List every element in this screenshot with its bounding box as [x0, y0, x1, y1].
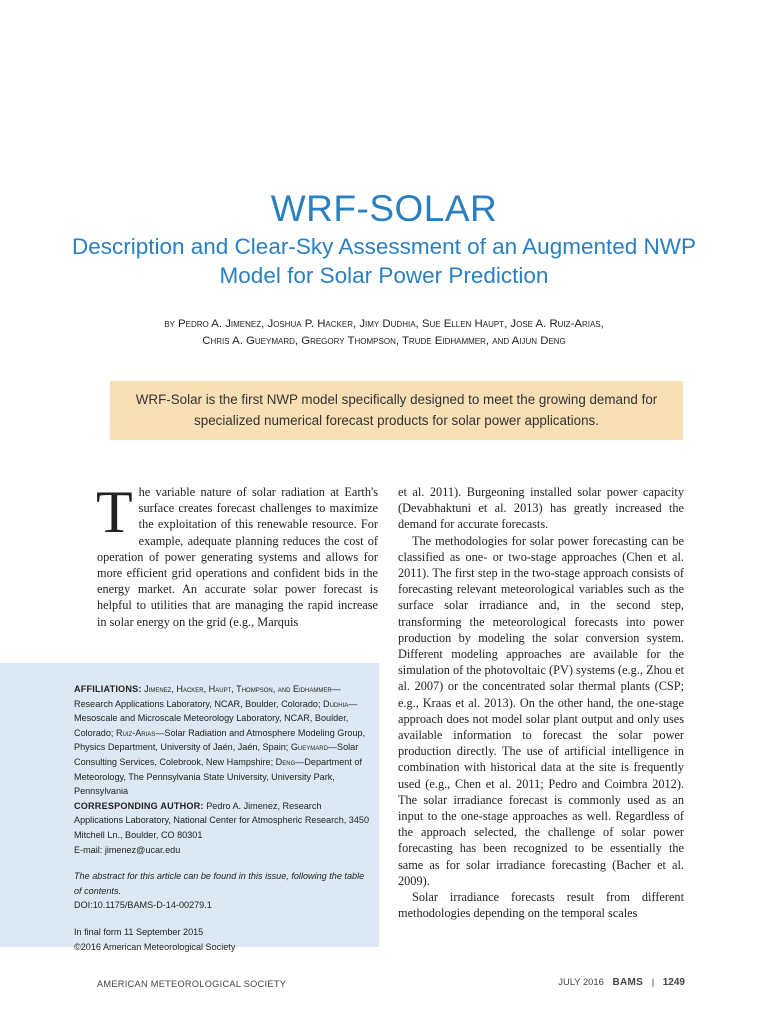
affiliations-block [74, 682, 372, 954]
footer-journal: BAMS [612, 977, 644, 988]
footer-society: AMERICAN METEOROLOGICAL SOCIETY [97, 979, 287, 989]
footer-page-number: 1249 [662, 977, 685, 988]
affiliations-label: AFFILIATIONS: [74, 684, 142, 694]
affil-names-ncar-ral: Jimenez, Hacker, Haupt, Thompson, and Eidhammer [144, 684, 332, 694]
callout-text: WRF-Solar is the first NWP model specifically designed to meet the growing demand for specialized numerical forecast products for solar power applications. [135, 392, 658, 428]
footer-page-info [558, 976, 685, 988]
affil-name-gueymard: Gueymard [290, 742, 328, 753]
affil-text-psu: —Department of Meteorology, The Pennsylvania State University, University Park, Pennsylvania [74, 756, 362, 797]
copyright-line: ©2016 American Meteorological Society [74, 941, 236, 952]
author-line-2: Chris A. Gueymard, Gregory Thompson, Trude Eidhammer, and Aijun Deng [202, 335, 566, 347]
paragraph-irradiance: Solar irradiance forecasts result from different methodologies depending on the temporal scales [398, 890, 684, 921]
footer-date: JULY 2016 [558, 976, 604, 987]
affil-text-ncar-ral: —Research Applications Laboratory, NCAR, Boulder, Colorado; [74, 684, 341, 709]
email-line: E-mail: jimenez@ucar.edu [74, 844, 181, 855]
article-subtitle: Description and Clear-Sky Assessment of an Augmented NWP Model for Solar Power Prediction [71, 234, 697, 288]
abstract-note: The abstract for this article can be found in this issue, following the table of contents. [74, 871, 365, 896]
summary-callout [110, 381, 683, 440]
doi-line: DOI:10.1175/BAMS-D-14-00279.1 [74, 900, 212, 911]
author-line-1: by Pedro A. Jimenez, Joshua P. Hacker, Jimy Dudhia, Sue Ellen Haupt, Jose A. Ruiz-Arias, [164, 318, 604, 330]
affil-name-deng: Deng [275, 756, 296, 767]
paragraph-continued: et al. 2011). Burgeoning installed solar power capacity (Devabhaktuni et al. 2013) has greatly increased the demand for accurate forecasts. [398, 485, 684, 532]
affil-name-ruiz-arias: Ruiz-Arias [115, 727, 156, 738]
affil-text-jaen: —Solar Radiation and Atmosphere Modeling Group, Physics Department, University of Jaén, Jaén, Spain; [74, 727, 366, 753]
article-title: WRF-SOLAR [270, 188, 498, 229]
final-form-line: In final form 11 September 2015 [74, 926, 204, 937]
affiliations-text [74, 682, 372, 799]
affil-name-dudhia: Dudhia [323, 698, 349, 709]
affil-text-scs: —Solar Consulting Services, Colebrook, New Hampshire; [74, 742, 359, 767]
affil-text-mmm: —Mesoscale and Microscale Meteorology Laboratory, NCAR, Boulder, Colorado; [74, 698, 358, 738]
corresponding-text: Pedro A. Jimenez, Research Applications Laboratory, National Center for Atmospheric Research, 3450 Mitchell Ln., Boulder, CO 80301 [74, 800, 370, 840]
corresponding-author [74, 799, 372, 843]
body-column-left [96, 479, 378, 630]
author-list [40, 316, 728, 350]
intro-paragraph: he variable nature of solar radiation at Earth's surface creates forecast challenges to maximize the exploitation of this renewable resource. For example, adequate planning reduces the cost of operation of power generating systems and allows for more efficient grid operations and confident bids in the energy market. An accurate solar power forecast is helpful to utilities that are managing the rapid increase in solar energy on the grid (e.g., Marquis [97, 485, 378, 629]
drop-cap: T [96, 479, 133, 545]
body-column-right [398, 484, 684, 921]
corresponding-label: CORRESPONDING AUTHOR: [74, 800, 204, 811]
paragraph-methodologies: The methodologies for solar power forecasting can be classified as one- or two-stage approaches (Chen et al. 2011). The first step in the two-stage approach consists of forecasting relevant meteorological variables such as the surface solar irradiance and, in the second step, transforming the meteorological forecasts into power production by modeling the solar conversion system. Different modeling approaches are available for the simulation of the photovoltaic (PV) systems (e.g., Zhou et al. 2007) or the concentrated solar thermal plants (CSP; e.g., Kraas et al. 2013). On the other hand, the one-stage approach does not model solar plant output and only uses available information to forecast the solar power production directly. The use of artificial intelligence in combination with historical data at the site is frequently used (e.g., Chen et al. 2011; Pedro and Coimbra 2012). The solar irradiance forecast is commonly used as an input to the one-stage approaches as well. Regardless of the approach selected, the challenge of solar power forecasting has been recognized to be essentially the same as for solar irradiance forecasting (Bacher et al. 2009). [398, 533, 684, 888]
footer-separator: | [651, 976, 655, 987]
